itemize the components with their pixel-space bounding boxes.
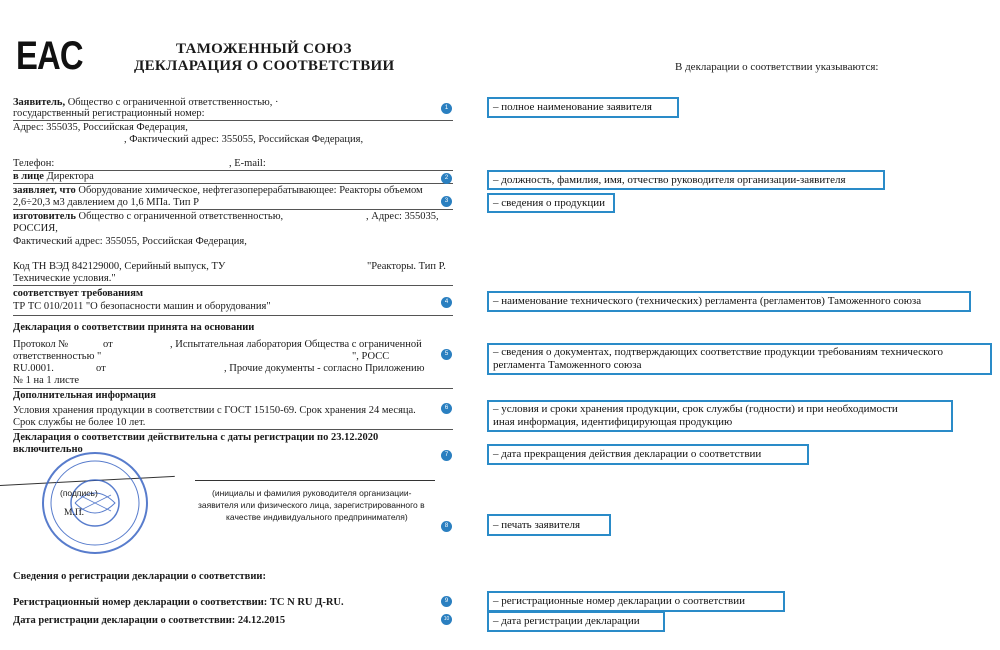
annotation-storage-line-2: иная информация, идентифицирующая продукцию: [493, 416, 733, 428]
annotation-storage: [487, 400, 953, 432]
protocol-from: от: [103, 339, 113, 350]
annotation-seal: – печать заявителя: [487, 514, 611, 536]
declares-value: Оборудование химическое, нефтегазоперерабатывающее: Реакторы объемом: [75, 185, 423, 196]
validity-line: Декларация о соответствии действительна с даты регистрации по 23.12.2020: [13, 432, 379, 443]
person-label: в лице: [13, 171, 44, 182]
divider: [13, 120, 453, 121]
divider: [13, 315, 453, 316]
badge-7: 7: [441, 450, 452, 461]
badge-6: 6: [441, 403, 452, 414]
badge-8: 8: [441, 521, 452, 532]
annotation-documents-line-2: регламента Таможенного союза: [493, 359, 642, 371]
tech-conditions: Технические условия.": [13, 273, 116, 284]
doc-declaration-title: ДЕКЛАРАЦИЯ О СООТВЕТСТВИИ: [134, 58, 395, 74]
annotation-regulation: – наименование технического (технических) регламента (регламентов) Таможенного союза: [487, 291, 971, 312]
stamp-caption: М.П.: [64, 508, 85, 518]
responsibility-line: ответственностью ": [13, 351, 102, 362]
other-documents: , Прочие документы - согласно Приложению: [224, 363, 425, 374]
ogrn-line: государственный регистрационный номер:: [13, 108, 205, 119]
divider: [13, 183, 453, 184]
registration-number: Регистрационный номер декларации о соответствии: ТС N RU Д-RU.: [13, 597, 344, 608]
protocol-number: Протокол №: [13, 339, 69, 350]
annotation-storage-line-1: – условия и сроки хранения продукции, срок службы (годности) и при необходимости: [493, 403, 898, 415]
annotation-product: – сведения о продукции: [487, 193, 615, 213]
divider: [13, 388, 453, 389]
badge-10: 10: [441, 614, 452, 625]
divider: [13, 429, 453, 430]
annotation-validity-end: – дата прекращения действия декларации о соответствии: [487, 444, 809, 465]
annotation-documents: [487, 343, 992, 375]
manufacturer-line: [13, 211, 283, 223]
registration-info-heading: Сведения о регистрации декларации о соответствии:: [13, 571, 266, 582]
annotation-applicant: – полное наименование заявителя: [487, 97, 679, 118]
annotation-documents-line-1: – сведения о документах, подтверждающих соответствие продукции требованиям технического: [493, 346, 944, 358]
annotation-director: – должность, фамилия, имя, отчество руководителя организации-заявителя: [487, 170, 885, 190]
signer-caption-2: заявителя или физического лица, зарегистрированного в: [198, 500, 425, 510]
annotations-heading: В декларации о соответствии указываются:: [675, 61, 879, 73]
address-line: Адрес: 355035, Российская Федерация,: [13, 122, 188, 133]
divider: [13, 209, 453, 210]
badge-1: 1: [441, 103, 452, 114]
tr-line: ТР ТС 010/2011 "О безопасности машин и оборудования": [13, 301, 271, 312]
signer-line: [195, 480, 435, 481]
ross-code: ", РОСС: [352, 351, 390, 362]
registration-date: Дата регистрации декларации о соответствии: 24.12.2015: [13, 615, 286, 626]
reactors-type: "Реакторы. Тип Р.: [367, 261, 446, 272]
person-value: Директора: [43, 171, 94, 182]
declares-line-2: 2,6÷20,3 м3 давлением до 1,6 МПа. Тип Р: [13, 197, 199, 208]
signer-caption-3: качестве индивидуального предпринимателя): [226, 512, 408, 522]
divider: [13, 285, 453, 286]
badge-4: 4: [441, 297, 452, 308]
additional-info-label: Дополнительная информация: [13, 390, 156, 401]
signature-caption: (подпись): [60, 488, 98, 498]
manufacturer-value: Общество с ограниченной ответственностью,: [75, 211, 284, 222]
basis-label: Декларация о соответствии принята на основании: [13, 322, 255, 333]
ru-from: от: [96, 363, 106, 374]
badge-2: 2: [441, 173, 452, 184]
annotation-reg-number: – регистрационные номер декларации о соответствии: [487, 591, 785, 612]
russia-line: РОССИЯ,: [13, 223, 58, 234]
protocol-lab: , Испытательная лаборатория Общества с ограниченной: [170, 339, 422, 350]
seal-stamp: [35, 445, 165, 565]
annotation-reg-date: – дата регистрации декларации: [487, 611, 665, 632]
service-life-line: Срок службы не более 10 лет.: [13, 417, 146, 428]
badge-3: 3: [441, 196, 452, 207]
signer-caption-1: (инициалы и фамилия руководителя организации-: [212, 488, 412, 498]
actual-address-line: , Фактический адрес: 355055, Российская Федерация,: [124, 134, 364, 145]
person-line: [13, 171, 94, 183]
doc-union-title: ТАМОЖЕННЫЙ СОЮЗ: [176, 41, 352, 57]
manufacturer-actual-address: Фактический адрес: 355055, Российская Федерация,: [13, 236, 247, 247]
eac-logo: EAC: [16, 34, 83, 78]
badge-5: 5: [441, 349, 452, 360]
manufacturer-address: , Адрес: 355035,: [366, 211, 439, 222]
applicant-label: Заявитель,: [13, 97, 66, 108]
conforms-label: соответствует требованиям: [13, 288, 144, 299]
code-line: Код ТН ВЭД 842129000, Серийный выпуск, ТУ: [13, 261, 226, 272]
manufacturer-label: изготовитель: [13, 211, 76, 222]
annex-line: № 1 на 1 листе: [13, 375, 80, 386]
declares-line: [13, 185, 423, 197]
badge-9: 9: [441, 596, 452, 607]
ru-code: RU.0001.: [13, 363, 54, 374]
inclusive-line: включительно: [13, 444, 83, 455]
phone-label: Телефон:: [13, 158, 55, 169]
storage-line: Условия хранения продукции в соответствии с ГОСТ 15150-69. Срок хранения 24 месяца.: [13, 405, 416, 416]
email-label: , E-mail:: [229, 158, 266, 169]
declares-label: заявляет, что: [13, 185, 76, 196]
applicant-value: Общество с ограниченной ответственностью, ·: [65, 97, 279, 108]
